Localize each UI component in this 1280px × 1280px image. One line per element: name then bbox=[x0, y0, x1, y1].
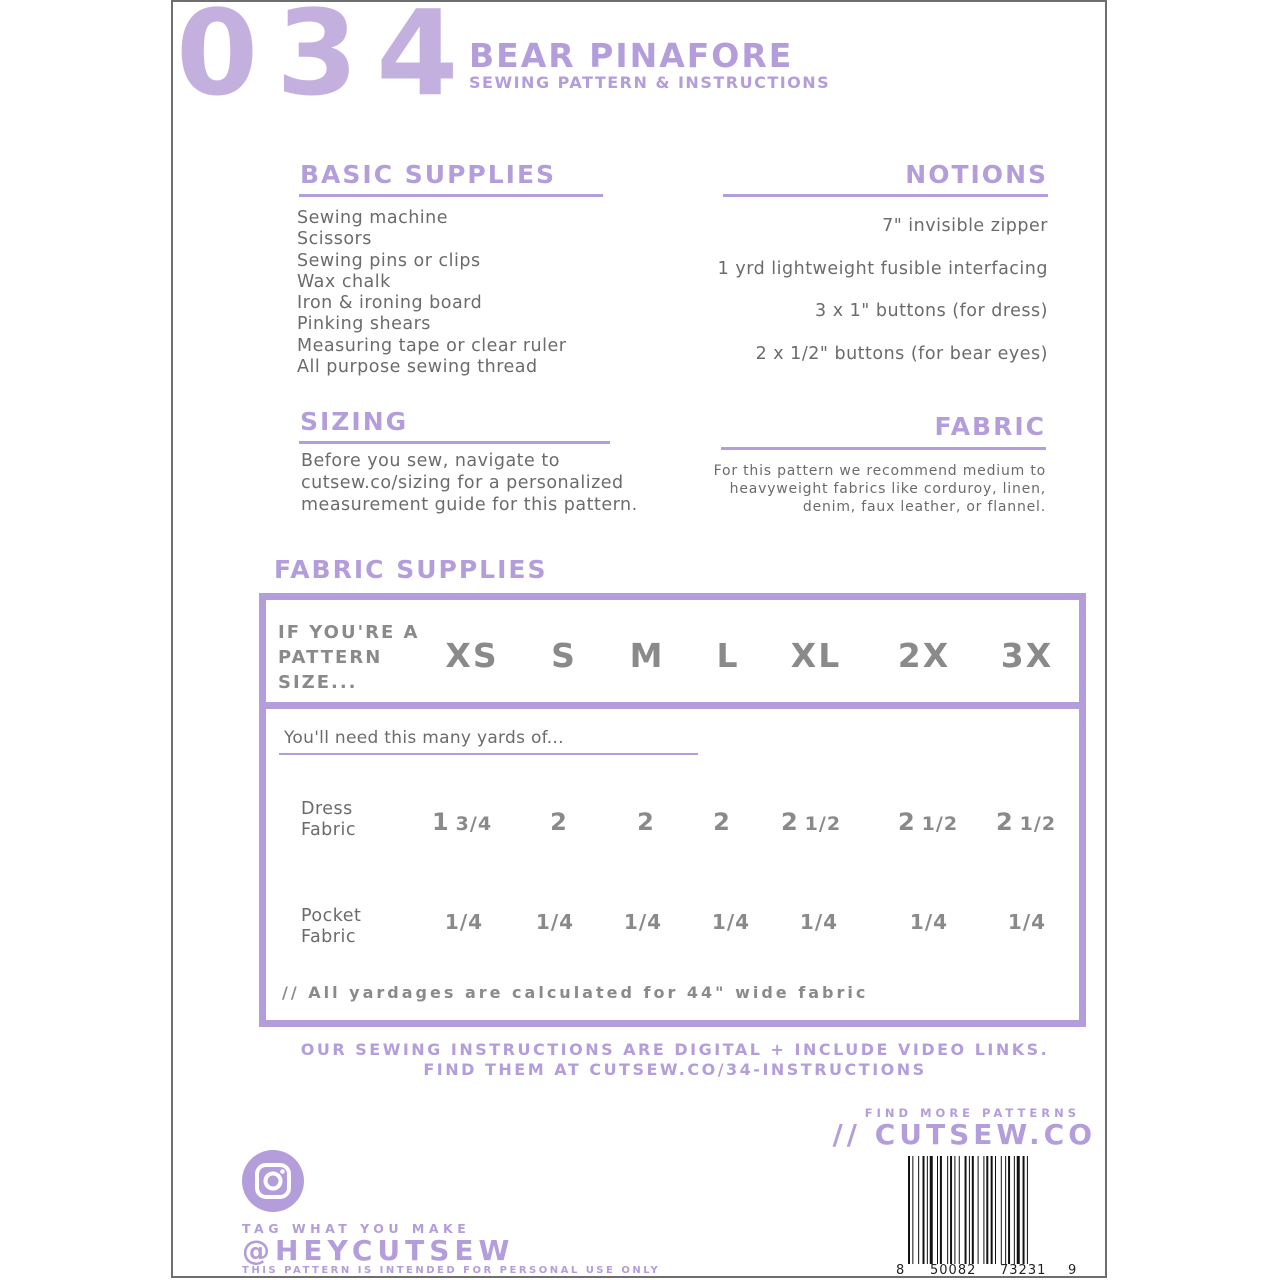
list-item: Measuring tape or clear ruler bbox=[297, 335, 567, 356]
size-header-l: L bbox=[716, 636, 740, 675]
sizing-line: measurement guide for this pattern. bbox=[301, 495, 638, 515]
instagram-handle[interactable]: @HEYCUTSEW bbox=[242, 1234, 515, 1267]
list-item: Pinking shears bbox=[297, 314, 431, 335]
dress-yardage-l: 2 bbox=[713, 808, 731, 836]
dress-yardage-xs: 1 3/4 bbox=[431, 808, 493, 836]
fabric-line: heavyweight fabrics like corduroy, linen, bbox=[729, 481, 1046, 497]
pattern-title: BEAR PINAFORE bbox=[469, 36, 794, 75]
yards-needed-rule bbox=[279, 753, 698, 755]
list-item: 7" invisible zipper bbox=[882, 216, 1048, 236]
dress-yardage-m: 2 bbox=[637, 808, 655, 836]
fabric-text bbox=[646, 462, 1046, 516]
size-question-label bbox=[278, 620, 419, 695]
barcode-digit-last: 9 bbox=[1068, 1263, 1078, 1278]
sizing-heading: SIZING bbox=[300, 407, 409, 436]
dress-yardage-2x: 2 1/2 bbox=[897, 808, 959, 836]
size-header-m: M bbox=[629, 636, 665, 675]
sizing-text bbox=[301, 450, 638, 516]
sizing-rule bbox=[299, 441, 610, 444]
size-header-s: S bbox=[551, 636, 577, 675]
list-item: 2 x 1/2" buttons (for bear eyes) bbox=[755, 344, 1048, 365]
list-item: Iron & ironing board bbox=[297, 293, 483, 314]
pattern-number: 034 bbox=[176, 0, 477, 122]
instructions-line-1: OUR SEWING INSTRUCTIONS ARE DIGITAL + INCLUDE VIDEO LINKS. bbox=[300, 1040, 1050, 1059]
list-item: Sewing machine bbox=[297, 208, 449, 228]
dress-yardage-xl: 2 1/2 bbox=[780, 808, 842, 836]
size-header-xs: XS bbox=[445, 636, 499, 675]
list-item: 1 yrd lightweight fusible interfacing bbox=[717, 258, 1048, 279]
pocket-yardage-l: 1/4 bbox=[711, 910, 751, 934]
notions-rule bbox=[723, 194, 1048, 197]
list-item: Sewing pins or clips bbox=[297, 250, 481, 271]
instructions-line-2: FIND THEM AT CUTSEW.CO/34-INSTRUCTIONS bbox=[423, 1060, 927, 1079]
pocket-yardage-xl: 1/4 bbox=[799, 910, 839, 934]
row-label-line: Fabric bbox=[301, 820, 356, 840]
dress-fabric-label bbox=[301, 799, 356, 841]
fabric-rule bbox=[721, 447, 1046, 450]
size-header-2x: 2X bbox=[897, 636, 951, 675]
basic-supplies-rule bbox=[299, 194, 603, 197]
pattern-subtitle: SEWING PATTERN & INSTRUCTIONS bbox=[469, 73, 831, 92]
size-header-xl: XL bbox=[790, 636, 842, 675]
barcode-digits-left: 50082 bbox=[930, 1263, 977, 1278]
table-divider bbox=[259, 702, 1086, 709]
barcode bbox=[908, 1156, 1068, 1264]
dress-yardage-3x: 2 1/2 bbox=[995, 808, 1057, 836]
size-header-3x: 3X bbox=[1000, 636, 1054, 675]
pocket-yardage-m: 1/4 bbox=[623, 910, 663, 934]
basic-supplies-heading: BASIC SUPPLIES bbox=[300, 160, 557, 189]
find-more-label: FIND MORE PATTERNS bbox=[864, 1106, 1080, 1120]
pocket-yardage-s: 1/4 bbox=[535, 910, 575, 934]
size-question-line: PATTERN bbox=[278, 647, 383, 668]
tag-prompt: TAG WHAT YOU MAKE bbox=[242, 1221, 471, 1236]
dress-yardage-s: 2 bbox=[550, 808, 568, 836]
sizing-line: Before you sew, navigate to bbox=[301, 451, 560, 471]
list-item: Scissors bbox=[297, 229, 372, 250]
notions-list bbox=[688, 216, 1048, 387]
notions-heading: NOTIONS bbox=[905, 160, 1048, 189]
row-label-line: Dress bbox=[301, 799, 353, 819]
row-label-line: Fabric bbox=[301, 927, 356, 947]
basic-supplies-list bbox=[297, 208, 566, 378]
size-question-line: SIZE... bbox=[278, 672, 358, 693]
list-item: Wax chalk bbox=[297, 271, 391, 292]
barcode-digits-right: 73231 bbox=[1000, 1263, 1047, 1278]
pocket-fabric-label bbox=[301, 906, 361, 948]
yards-needed-label: You'll need this many yards of... bbox=[284, 728, 564, 748]
pocket-yardage-3x: 1/4 bbox=[1007, 910, 1047, 934]
personal-use-notice: THIS PATTERN IS INTENDED FOR PERSONAL USE ONLY bbox=[242, 1265, 661, 1276]
sizing-line: cutsew.co/sizing for a personalized bbox=[301, 473, 624, 493]
list-item: 3 x 1" buttons (for dress) bbox=[815, 301, 1048, 322]
list-item: All purpose sewing thread bbox=[297, 357, 538, 378]
pocket-yardage-xs: 1/4 bbox=[444, 910, 484, 934]
fabric-supplies-heading: FABRIC SUPPLIES bbox=[274, 555, 548, 584]
website-link[interactable]: // CUTSEW.CO bbox=[832, 1118, 1096, 1151]
size-question-line: IF YOU'RE A bbox=[278, 622, 420, 643]
fabric-line: denim, faux leather, or flannel. bbox=[802, 499, 1046, 515]
pocket-yardage-2x: 1/4 bbox=[909, 910, 949, 934]
row-label-line: Pocket bbox=[301, 906, 362, 926]
instagram-icon[interactable] bbox=[242, 1150, 304, 1212]
fabric-line: For this pattern we recommend medium to bbox=[713, 463, 1046, 479]
barcode-digit-first: 8 bbox=[896, 1263, 906, 1278]
yardage-note: // All yardages are calculated for 44" wide fabric bbox=[282, 983, 869, 1002]
fabric-heading: FABRIC bbox=[934, 412, 1046, 441]
